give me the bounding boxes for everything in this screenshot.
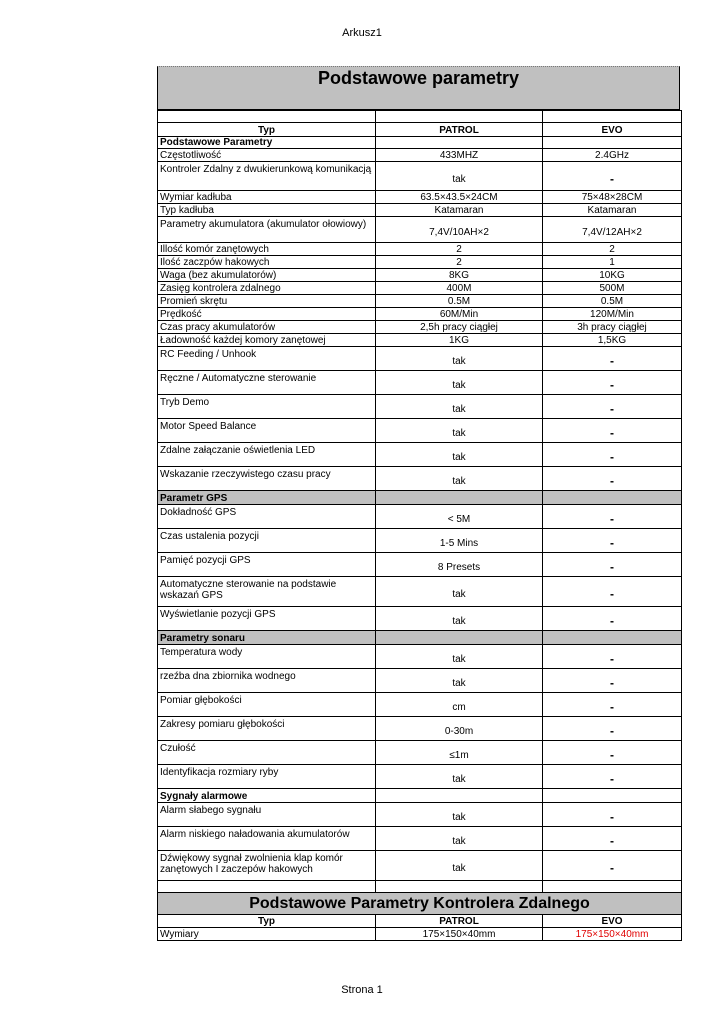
- table-row: [158, 243, 682, 256]
- evo-value-cell: [543, 491, 682, 505]
- table-row: [158, 443, 682, 467]
- table-row: [158, 915, 682, 928]
- parameter-name-cell: Parametry sonaru: [158, 631, 376, 645]
- parameter-name-cell: Dokładność GPS: [158, 505, 376, 529]
- parameter-name-cell: Motor Speed Balance: [158, 419, 376, 443]
- evo-value-cell: 7,4V/12AH×2: [543, 217, 682, 243]
- parameter-name-cell: Parametr GPS: [158, 491, 376, 505]
- parameter-name-cell: Pomiar głębokości: [158, 693, 376, 717]
- patrol-value-cell: ≤1m: [376, 741, 543, 765]
- evo-value-cell: -: [543, 717, 682, 741]
- page-header: Arkusz1: [342, 27, 382, 39]
- patrol-value-cell: tak: [376, 467, 543, 491]
- table-row: [158, 827, 682, 851]
- patrol-value-cell: tak: [376, 162, 543, 191]
- evo-value-cell: -: [543, 419, 682, 443]
- evo-value-cell: -: [543, 803, 682, 827]
- parameter-name-cell: Pamięć pozycji GPS: [158, 553, 376, 577]
- patrol-value-cell: PATROL: [376, 915, 543, 928]
- patrol-value-cell: 60M/Min: [376, 308, 543, 321]
- patrol-value-cell: tak: [376, 347, 543, 371]
- evo-value-cell: Katamaran: [543, 204, 682, 217]
- table-row: [158, 204, 682, 217]
- patrol-value-cell: tak: [376, 395, 543, 419]
- evo-value-cell: 3h pracy ciągłej: [543, 321, 682, 334]
- patrol-value-cell: < 5M: [376, 505, 543, 529]
- table-row: [158, 741, 682, 765]
- parameter-name-cell: Kontroler Zdalny z dwukierunkową komunikacją: [158, 162, 376, 191]
- evo-value-cell: [543, 789, 682, 803]
- evo-value-cell: EVO: [543, 123, 682, 137]
- parameter-name-cell: [158, 881, 376, 893]
- patrol-value-cell: [376, 137, 543, 149]
- evo-value-cell: -: [543, 851, 682, 881]
- table-row: [158, 256, 682, 269]
- evo-value-cell: -: [543, 162, 682, 191]
- parameter-name-cell: Prędkość: [158, 308, 376, 321]
- patrol-value-cell: tak: [376, 371, 543, 395]
- sheet-title: Podstawowe parametry: [317, 68, 520, 88]
- evo-value-cell: -: [543, 645, 682, 669]
- parameter-name-cell: Wyświetlanie pozycji GPS: [158, 607, 376, 631]
- patrol-value-cell: tak: [376, 803, 543, 827]
- evo-value-cell: 75×48×28CM: [543, 191, 682, 204]
- table-row: [158, 162, 682, 191]
- table-row: [158, 893, 682, 915]
- table-row: [158, 553, 682, 577]
- table-row: [158, 467, 682, 491]
- evo-value-cell: 10KG: [543, 269, 682, 282]
- evo-value-cell: 1,5KG: [543, 334, 682, 347]
- parameter-name-cell: Wymiary: [158, 928, 376, 941]
- parameter-name-cell: Czułość: [158, 741, 376, 765]
- parameter-name-cell: Tryb Demo: [158, 395, 376, 419]
- evo-value-cell: -: [543, 467, 682, 491]
- parameter-name-cell: Typ: [158, 915, 376, 928]
- parameter-name-cell: Typ: [158, 123, 376, 137]
- parameter-name-cell: Identyfikacja rozmiary ryby: [158, 765, 376, 789]
- patrol-value-cell: 0.5M: [376, 295, 543, 308]
- parameter-name-cell: Czas pracy akumulatorów: [158, 321, 376, 334]
- evo-value-cell: -: [543, 765, 682, 789]
- patrol-value-cell: 7,4V/10AH×2: [376, 217, 543, 243]
- evo-value-cell: 0.5M: [543, 295, 682, 308]
- parameter-name-cell: Typ kadłuba: [158, 204, 376, 217]
- parameter-name-cell: Ręczne / Automatyczne sterowanie: [158, 371, 376, 395]
- table-row: [158, 529, 682, 553]
- patrol-value-cell: 2: [376, 243, 543, 256]
- evo-value-cell: EVO: [543, 915, 682, 928]
- patrol-value-cell: 433MHZ: [376, 149, 543, 162]
- parameters-table: [157, 110, 682, 941]
- evo-value-cell: -: [543, 741, 682, 765]
- evo-value-cell: -: [543, 395, 682, 419]
- patrol-value-cell: 8 Presets: [376, 553, 543, 577]
- table-row: [158, 308, 682, 321]
- parameter-name-cell: Zdalne załączanie oświetlenia LED: [158, 443, 376, 467]
- table-row: [158, 395, 682, 419]
- patrol-value-cell: [376, 881, 543, 893]
- evo-value-cell: -: [543, 827, 682, 851]
- table-row: [158, 607, 682, 631]
- parameter-name-cell: Wskazanie rzeczywistego czasu pracy: [158, 467, 376, 491]
- table-row: [158, 645, 682, 669]
- table-row: [158, 577, 682, 607]
- evo-value-cell: [543, 111, 682, 123]
- evo-value-cell: -: [543, 505, 682, 529]
- patrol-value-cell: [376, 631, 543, 645]
- patrol-value-cell: 63.5×43.5×24CM: [376, 191, 543, 204]
- parameter-name-cell: Podstawowe Parametry: [158, 137, 376, 149]
- table-row: [158, 371, 682, 395]
- table-row: [158, 631, 682, 645]
- evo-value-cell: -: [543, 693, 682, 717]
- section-title-cell: Podstawowe Parametry Kontrolera Zdalnego: [158, 893, 682, 915]
- patrol-value-cell: 2: [376, 256, 543, 269]
- spreadsheet-sheet: [157, 66, 680, 941]
- patrol-value-cell: Katamaran: [376, 204, 543, 217]
- patrol-value-cell: 400M: [376, 282, 543, 295]
- parameter-name-cell: Częstotliwość: [158, 149, 376, 162]
- patrol-value-cell: tak: [376, 765, 543, 789]
- parameter-name-cell: Sygnały alarmowe: [158, 789, 376, 803]
- table-row: [158, 269, 682, 282]
- evo-value-cell: -: [543, 607, 682, 631]
- evo-value-cell: -: [543, 529, 682, 553]
- table-row: [158, 123, 682, 137]
- parameter-name-cell: Promień skrętu: [158, 295, 376, 308]
- evo-value-cell: -: [543, 443, 682, 467]
- parameter-name-cell: Zakresy pomiaru głębokości: [158, 717, 376, 741]
- parameter-name-cell: Automatyczne sterowanie na podstawie wskazań GPS: [158, 577, 376, 607]
- parameter-name-cell: [158, 111, 376, 123]
- table-row: [158, 419, 682, 443]
- evo-value-cell: [543, 137, 682, 149]
- evo-value-cell: -: [543, 371, 682, 395]
- table-row: [158, 505, 682, 529]
- parameter-name-cell: RC Feeding / Unhook: [158, 347, 376, 371]
- patrol-value-cell: tak: [376, 419, 543, 443]
- patrol-value-cell: 8KG: [376, 269, 543, 282]
- table-row: [158, 149, 682, 162]
- parameter-name-cell: Parametry akumulatora (akumulator ołowiowy): [158, 217, 376, 243]
- table-row: [158, 295, 682, 308]
- table-row: [158, 693, 682, 717]
- evo-value-cell: -: [543, 577, 682, 607]
- table-row: [158, 334, 682, 347]
- evo-value-cell: -: [543, 669, 682, 693]
- parameter-name-cell: rzeźba dna zbiornika wodnego: [158, 669, 376, 693]
- page-footer: Strona 1: [341, 984, 383, 996]
- table-row: [158, 347, 682, 371]
- parameter-name-cell: Temperatura wody: [158, 645, 376, 669]
- table-row: [158, 111, 682, 123]
- patrol-value-cell: tak: [376, 645, 543, 669]
- evo-value-cell: -: [543, 553, 682, 577]
- patrol-value-cell: 2,5h pracy ciągłej: [376, 321, 543, 334]
- evo-value-cell: 1: [543, 256, 682, 269]
- evo-value-cell: [543, 881, 682, 893]
- table-row: [158, 321, 682, 334]
- table-row: [158, 789, 682, 803]
- table-row: [158, 928, 682, 941]
- patrol-value-cell: tak: [376, 851, 543, 881]
- sheet-title-band: [157, 66, 680, 110]
- patrol-value-cell: tak: [376, 607, 543, 631]
- parameter-name-cell: Ilość zaczpów hakowych: [158, 256, 376, 269]
- patrol-value-cell: tak: [376, 827, 543, 851]
- evo-value-cell: 175×150×40mm: [543, 928, 682, 941]
- parameter-name-cell: Ładowność każdej komory zanętowej: [158, 334, 376, 347]
- table-row: [158, 881, 682, 893]
- evo-value-cell: 500M: [543, 282, 682, 295]
- patrol-value-cell: tak: [376, 443, 543, 467]
- parameter-name-cell: Alarm niskiego naładowania akumulatorów: [158, 827, 376, 851]
- evo-value-cell: 120M/Min: [543, 308, 682, 321]
- evo-value-cell: 2.4GHz: [543, 149, 682, 162]
- parameter-name-cell: Alarm słabego sygnału: [158, 803, 376, 827]
- table-row: [158, 765, 682, 789]
- patrol-value-cell: tak: [376, 577, 543, 607]
- parameter-name-cell: Waga (bez akumulatorów): [158, 269, 376, 282]
- patrol-value-cell: [376, 491, 543, 505]
- parameter-name-cell: Czas ustalenia pozycji: [158, 529, 376, 553]
- parameter-name-cell: Dźwiękowy sygnał zwolnienia klap komór zanętowych I zaczepów hakowych: [158, 851, 376, 881]
- table-row: [158, 217, 682, 243]
- table-row: [158, 717, 682, 741]
- patrol-value-cell: tak: [376, 669, 543, 693]
- patrol-value-cell: 1KG: [376, 334, 543, 347]
- patrol-value-cell: PATROL: [376, 123, 543, 137]
- table-row: [158, 137, 682, 149]
- table-row: [158, 851, 682, 881]
- patrol-value-cell: [376, 789, 543, 803]
- evo-value-cell: 2: [543, 243, 682, 256]
- patrol-value-cell: 1-5 Mins: [376, 529, 543, 553]
- table-row: [158, 282, 682, 295]
- evo-value-cell: [543, 631, 682, 645]
- table-row: [158, 491, 682, 505]
- patrol-value-cell: 175×150×40mm: [376, 928, 543, 941]
- table-row: [158, 803, 682, 827]
- evo-value-cell: -: [543, 347, 682, 371]
- parameter-name-cell: Wymiar kadłuba: [158, 191, 376, 204]
- parameter-name-cell: Zasięg kontrolera zdalnego: [158, 282, 376, 295]
- parameter-name-cell: Illość komór zanętowych: [158, 243, 376, 256]
- table-row: [158, 191, 682, 204]
- table-row: [158, 669, 682, 693]
- patrol-value-cell: 0-30m: [376, 717, 543, 741]
- patrol-value-cell: cm: [376, 693, 543, 717]
- patrol-value-cell: [376, 111, 543, 123]
